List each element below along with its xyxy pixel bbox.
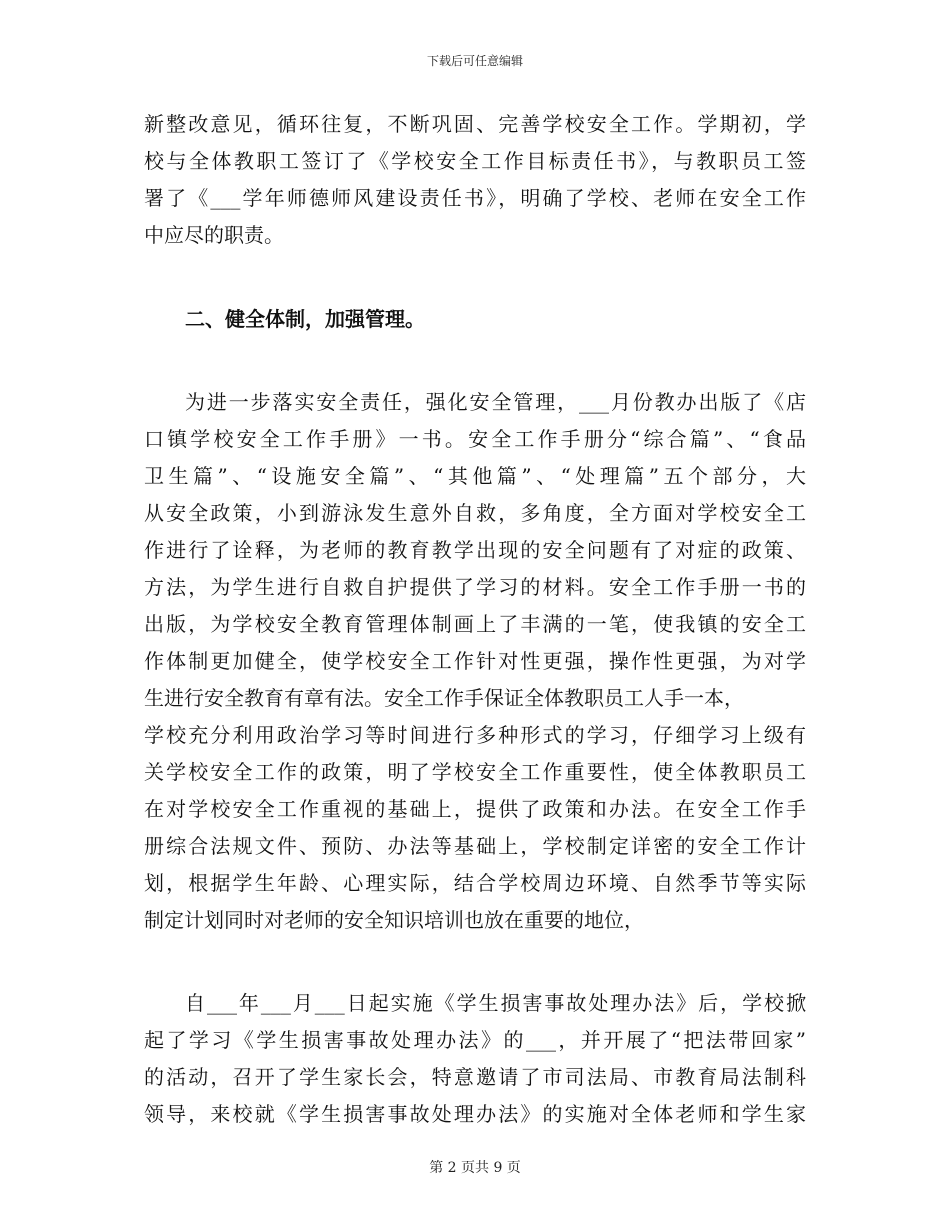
text-line: 署了《___学年师德师风建设责任书》，明确了学校、老师在安全工作 [144,186,806,210]
text-line: 学校充分利用政治学习等时间进行多种形式的学习，仔细学习上级有 [144,723,806,747]
text-line: 生进行安全教育有章有法。安全工作手保证全体教职员工人手一本， [144,686,744,710]
text-line: 口镇学校安全工作手册》一书。安全工作手册分“综合篇”、“食品 [144,427,806,451]
text-line: 起了学习《学生损害事故处理办法》的___，并开展了“把法带回家” [144,1028,806,1052]
text-line: 册综合法规文件、预防、办法等基础上，学校制定详密的安全工作计 [144,834,806,858]
text-line: 划，根据学生年龄、心理实际，结合学校周边环境、自然季节等实际 [144,871,806,895]
paragraph-1 [144,106,806,254]
text-line: 领导，来校就《学生损害事故处理办法》的实施对全体老师和学生家 [144,1102,806,1126]
text-line: 关学校安全工作的政策，明了学校安全工作重要性，使全体教职员工 [144,760,806,784]
section-heading: 二、健全体制，加强管理。 [185,307,425,331]
page-header: 下载后可任意编辑 [426,54,523,68]
text-line: 制定计划同时对老师的安全知识培训也放在重要的地位， [144,908,644,932]
text-line: 从安全政策，小到游泳发生意外自救，多角度，全方面对学校安全工 [144,501,806,525]
text-line: 校与全体教职工签订了《学校安全工作目标责任书》，与教职员工签 [144,149,806,173]
text-line: 中应尽的职责。 [144,223,284,247]
text-line: 作进行了诠释，为老师的教育教学出现的安全问题有了对症的政策、 [144,538,806,562]
text-line: 作体制更加健全，使学校安全工作针对性更强，操作性更强，为对学 [144,649,806,673]
text-line: 的活动，召开了学生家长会，特意邀请了市司法局、市教育局法制科 [144,1065,806,1089]
text-line: 新整改意见，循环往复，不断巩固、完善学校安全工作。学期初，学 [144,112,806,136]
paragraph-3 [144,985,806,1133]
text-line: 卫生篇”、“设施安全篇”、“其他篇”、“处理篇”五个部分，大 [144,464,806,488]
text-line: 出版，为学校安全教育管理体制画上了丰满的一笔，使我镇的安全工 [144,612,806,636]
paragraph-2 [144,384,806,939]
text-line: 在对学校安全工作重视的基础上，提供了政策和办法。在安全工作手 [144,797,806,821]
document-body [144,106,806,1179]
text-line: 为进一步落实安全责任，强化安全管理，___月份教办出版了《店 [185,390,806,414]
text-line: 自___年___月___日起实施《学生损害事故处理办法》后，学校掀 [185,991,806,1015]
text-line: 方法，为学生进行自救自护提供了学习的材料。安全工作手册一书的 [144,575,806,599]
page-footer: 第 2 页共 9 页 [429,1160,521,1176]
